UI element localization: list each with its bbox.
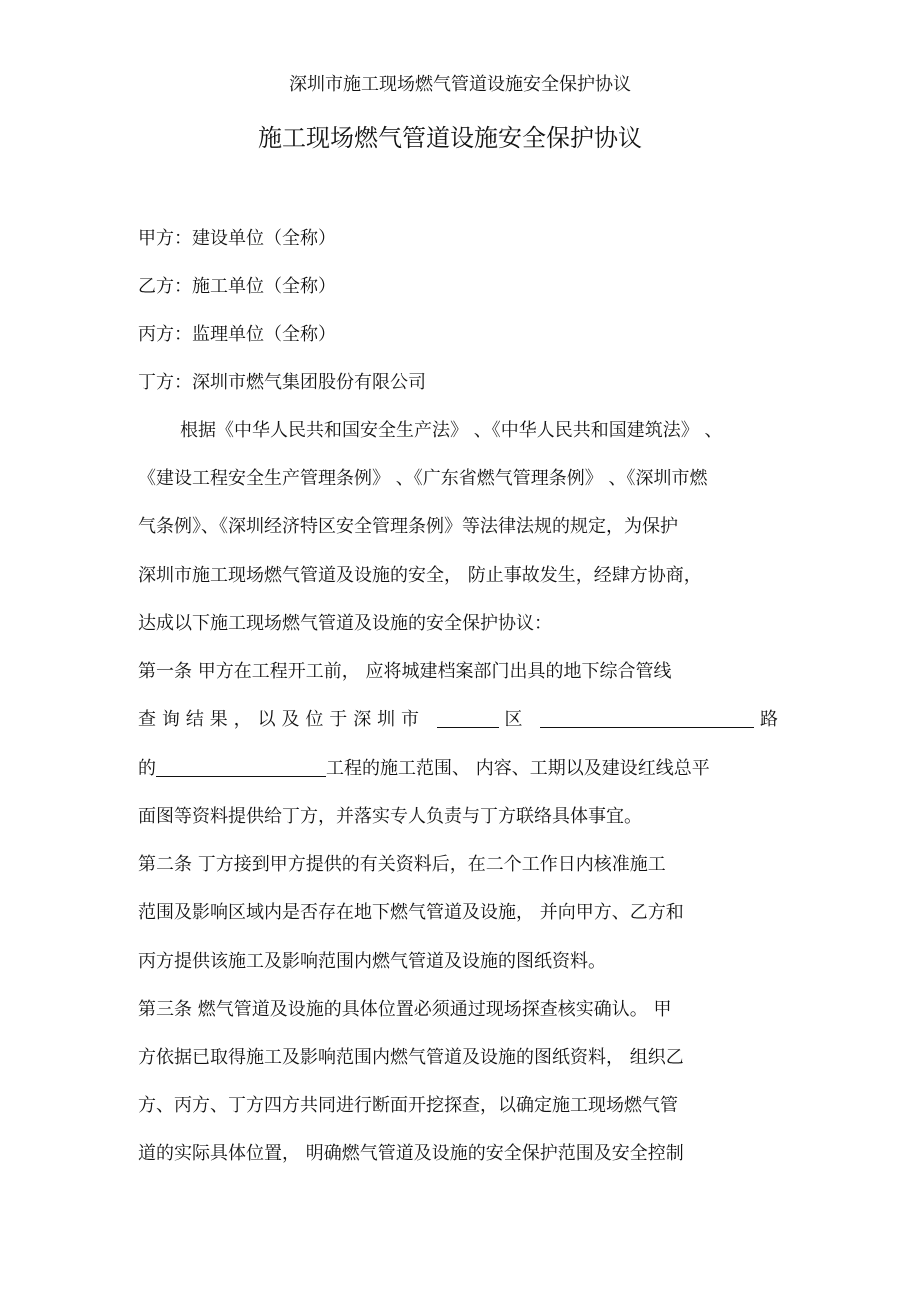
article-3-line-1: 第三条 燃气管道及设施的具体位置必须通过现场探查核实确认。 甲 <box>138 999 672 1020</box>
district-label: 区 <box>498 709 529 730</box>
preamble-line-4: 深圳市施工现场燃气管道及设施的安全， 防止事故发生，经肆方协商， <box>138 565 702 586</box>
article-1-line-3 <box>138 756 710 782</box>
document-title: 施工现场燃气管道设施安全保护协议 <box>258 124 642 152</box>
article-2-line-2: 范围及影响区域内是否存在地下燃气管道及设施， 并向甲方、乙方和 <box>138 902 684 923</box>
article-1-line-4: 面图等资料提供给丁方，并落实专人负责与丁方联络具体事宜。 <box>138 806 642 827</box>
road-label: 路 <box>754 709 778 730</box>
preamble-line-3: 气条例》、《深圳经济特区安全管理条例》等法律法规的规定，为保护 <box>138 516 678 537</box>
road-blank <box>540 709 754 728</box>
party-c: 丙方：监理单位（全称） <box>138 324 336 345</box>
preamble-line-1: 根据《中华人民共和国安全生产法》 、《中华人民共和国建筑法》 、 <box>180 420 723 441</box>
running-header: 深圳市施工现场燃气管道设施安全保护协议 <box>289 74 631 95</box>
article-2-line-1: 第二条 丁方接到甲方提供的有关资料后，在二个工作日内核准施工 <box>138 854 666 875</box>
article-3-line-2: 方依据已取得施工及影响范围内燃气管道及设施的图纸资料， 组织乙 <box>138 1047 684 1068</box>
article-1-line-1: 第一条 甲方在工程开工前， 应将城建档案部门出具的地下综合管线 <box>138 661 672 682</box>
preamble-line-2: 《建设工程安全生产管理条例》 、《广东省燃气管理条例》 、《深圳市燃 <box>138 468 708 489</box>
article-2-line-3: 丙方提供该施工及影响范围内燃气管道及设施的图纸资料。 <box>138 951 606 972</box>
party-a: 甲方：建设单位（全称） <box>138 228 336 249</box>
article-1-of-label: 的 <box>138 758 156 779</box>
party-b: 乙方：施工单位（全称） <box>138 276 336 297</box>
article-1-text-a: 查询结果，以及位于深圳市 <box>138 709 425 730</box>
party-d: 丁方：深圳市燃气集团股份有限公司 <box>138 372 426 393</box>
article-1-line-2 <box>138 707 778 733</box>
article-3-line-4: 道的实际具体位置， 明确燃气管道及设施的安全保护范围及安全控制 <box>138 1143 684 1164</box>
project-blank <box>156 758 326 777</box>
preamble-line-5: 达成以下施工现场燃气管道及设施的安全保护协议： <box>138 613 552 634</box>
district-blank <box>437 709 499 728</box>
article-3-line-3: 方、丙方、丁方四方共同进行断面开挖探查，以确定施工现场燃气管 <box>138 1095 678 1116</box>
article-1-text-b: 工程的施工范围、 内容、工期以及建设红线总平 <box>326 758 710 779</box>
